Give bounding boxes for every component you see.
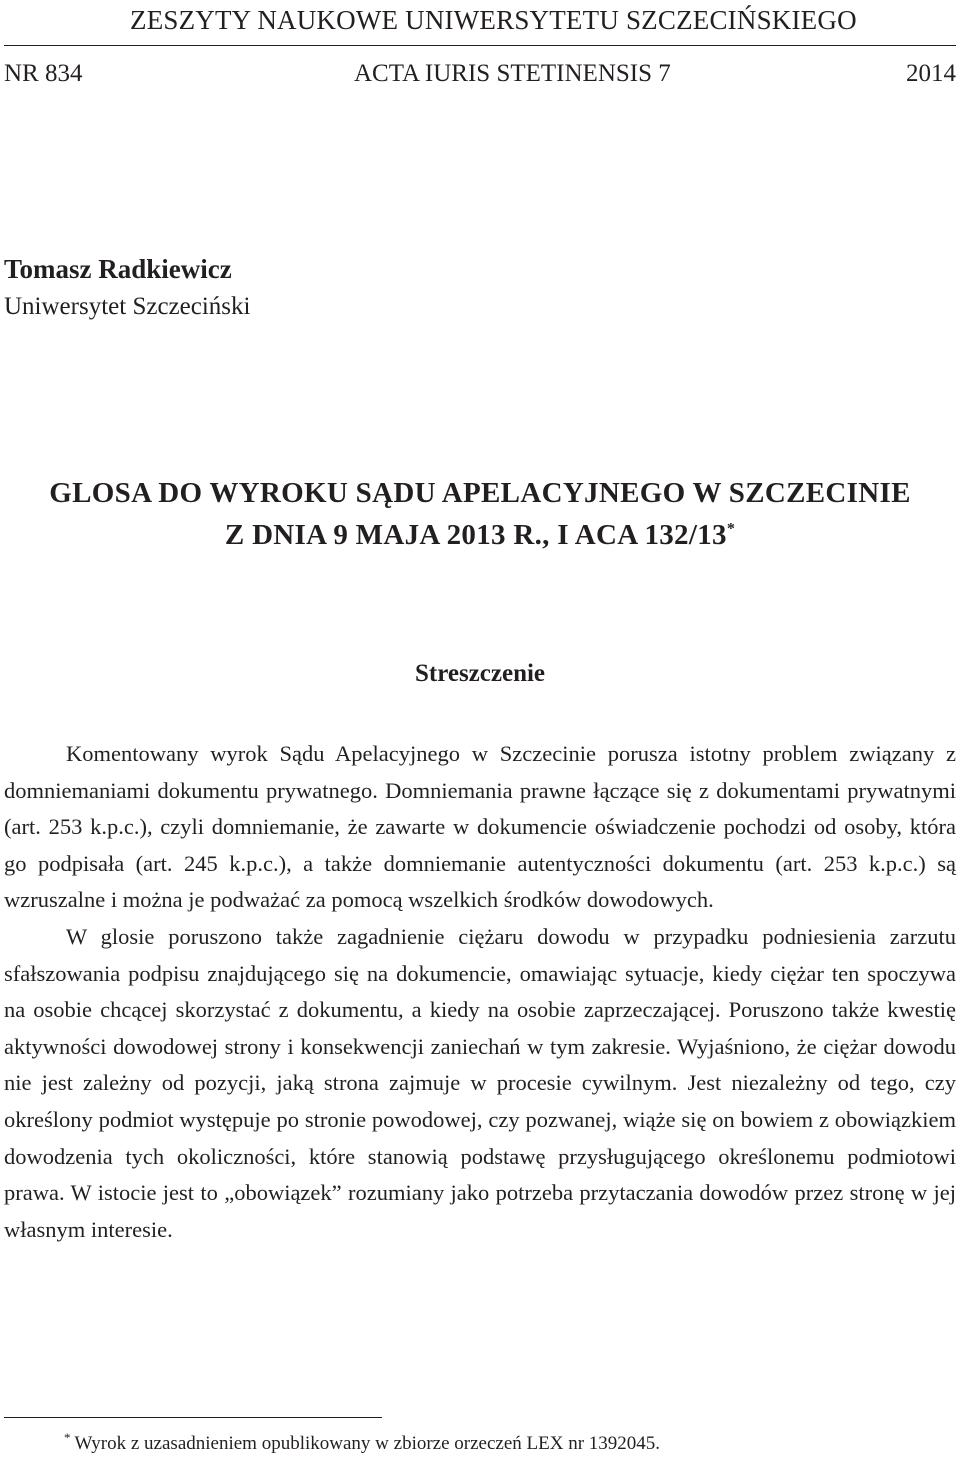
author-name: Tomasz Radkiewicz bbox=[4, 254, 232, 284]
footnote bbox=[64, 1429, 661, 1455]
title-footnote-marker[interactable]: * bbox=[726, 520, 736, 538]
article-title-line-2 bbox=[4, 514, 956, 556]
author-affiliation: Uniwersytet Szczeciński bbox=[4, 293, 251, 320]
journal-name: ZESZYTY NAUKOWE UNIWERSYTETU SZCZECIŃSKIEGO bbox=[130, 5, 857, 35]
footnote-text: Wyrok z uzasadnieniem opublikowany w zbiorze orzeczeń LEX nr 1392045. bbox=[74, 1433, 661, 1454]
footnote-divider bbox=[4, 1417, 382, 1418]
article-title-line-1: GLOSA DO WYROKU SĄDU APELACYJNEGO W SZCZECINIE bbox=[49, 477, 911, 509]
article-title bbox=[4, 472, 956, 556]
issue-number: NR 834 bbox=[4, 60, 83, 87]
article-title-line-2-text: Z DNIA 9 MAJA 2013 R., I ACA 132/13 bbox=[224, 519, 727, 551]
abstract-body bbox=[4, 736, 956, 1248]
footnote-marker: * bbox=[64, 1429, 71, 1445]
abstract-heading: Streszczenie bbox=[414, 660, 546, 687]
abstract-paragraph: W glosie poruszono także zagadnienie ciężaru dowodu w przypadku podniesienia zarzutu sfałszowania podpisu znajdującego się na dokumencie, omawiając sytuacje, kiedy ciężar ten spoczywa na osobie chcącej skorzystać z dokumentu, a kiedy na osobie zaprzeczającej. Poruszono także kwestię aktywności dowodowej strony i konsekwencji zaniechań w tym zakresie. Wyjaśniono, że ciężar dowodu nie jest zależny od pozycji, jaką strona zajmuje w procesie cywilnym. Jest niezależny od tego, czy określony podmiot występuje po stronie powodowej, czy pozwanej, wiąże się on bowiem z obowiązkiem dowodzenia tych okoliczności, które stanowią podstawę przysługującego określonemu podmiotowi prawa. W istocie jest to „obowiązek” rozumiany jako potrzeba przytaczania dowodów przez stronę w jej własnym interesie. bbox=[4, 923, 956, 1242]
header-divider bbox=[4, 45, 956, 46]
issue-year: 2014 bbox=[906, 60, 956, 87]
abstract-paragraph: Komentowany wyrok Sądu Apelacyjnego w Szczecinie porusza istotny problem związany z domniemaniami dokumentu prywatnego. Domniemania prawne łączące się z dokumentami prywatnymi (art. 253 k.p.c.), czyli domniemanie, że zawarte w dokumencie oświadczenie pochodzi od osoby, która go podpisała (art. 245 k.p.c.), a także domniemanie autentyczności dokumentu (art. 253 k.p.c.) są wzruszalne i można je podważać za pomocą wszelkich środków dowodowych. bbox=[4, 741, 956, 913]
running-header bbox=[4, 60, 956, 96]
series-title: ACTA IURIS STETINENSIS 7 bbox=[354, 60, 671, 87]
